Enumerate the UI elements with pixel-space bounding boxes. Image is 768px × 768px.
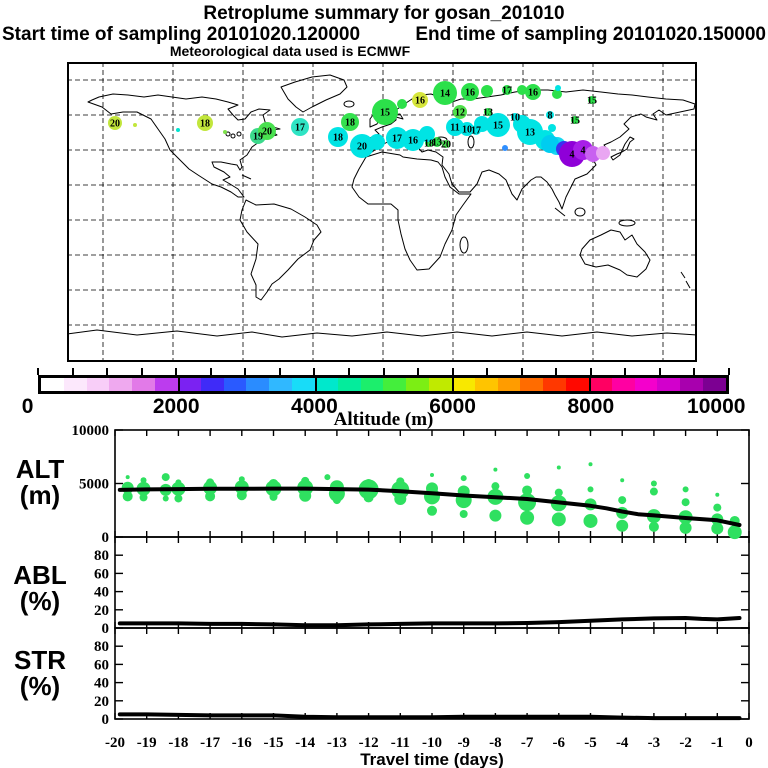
cluster-day-label: 11 <box>450 122 460 134</box>
x-tick-label: -8 <box>489 735 502 751</box>
colorbar-cell <box>429 378 452 391</box>
plume-cluster <box>133 123 137 127</box>
y-tick-label: 0 <box>101 621 109 637</box>
alt-bubbles <box>122 462 742 539</box>
colorbar-cell <box>41 378 64 391</box>
x-tick-label: -15 <box>263 735 284 751</box>
x-tick-label: -18 <box>168 735 189 751</box>
cluster-day-label: 20 <box>357 141 367 153</box>
str-panel-label: STR (%) <box>14 645 66 701</box>
x-tick-label: -16 <box>231 735 252 751</box>
colorbar-cell <box>566 378 589 391</box>
x-tick-label: -5 <box>584 735 597 751</box>
colorbar-cell <box>155 378 178 391</box>
x-tick-label: -4 <box>615 735 629 751</box>
cluster-day-label: 18 <box>424 138 434 150</box>
colorbar-tick-label: 4000 <box>291 395 338 418</box>
panel-frame-str <box>115 628 749 719</box>
colorbar-cell <box>475 378 498 391</box>
cluster-day-label: 20 <box>110 118 120 130</box>
cluster-day-label: 10 <box>462 124 472 136</box>
colorbar-cell <box>680 378 703 391</box>
colorbar-cell <box>224 378 247 391</box>
x-tick-label: 0 <box>745 735 753 751</box>
altitude-colorbar <box>21 368 746 430</box>
colorbar-cell <box>338 378 361 391</box>
cluster-day-label: 16 <box>528 87 538 99</box>
colorbar-cell <box>269 378 292 391</box>
x-tick-label: -12 <box>358 735 379 751</box>
colorbar-cell <box>132 378 155 391</box>
end-time-label: End time of sampling 20101020.150000 <box>415 24 766 45</box>
cluster-day-label: 12 <box>455 107 465 119</box>
y-tick-label: 0 <box>101 530 109 546</box>
colorbar-tick-label: 6000 <box>429 395 476 418</box>
colorbar-cell <box>703 378 726 391</box>
colorbar-boundary <box>315 378 317 391</box>
plume-cluster <box>397 99 407 109</box>
colorbar-boundary <box>178 378 180 391</box>
colorbar-cell <box>361 378 384 391</box>
plume-cluster <box>223 130 227 134</box>
cluster-day-label: 20 <box>262 126 272 138</box>
cluster-day-label: 18 <box>345 117 355 129</box>
cluster-day-label: 16 <box>408 135 418 147</box>
cluster-day-label: 8 <box>547 110 553 122</box>
plume-cluster <box>555 85 561 91</box>
x-tick-label: -17 <box>200 735 221 751</box>
cluster-day-label: 4 <box>569 149 575 161</box>
colorbar-cell <box>292 378 315 391</box>
colorbar-cell <box>315 378 338 391</box>
x-tick-label: -9 <box>457 735 470 751</box>
page-title: Retroplume summary for gosan_201010 <box>203 3 565 24</box>
cluster-day-label: 17 <box>471 125 481 137</box>
x-tick-label: -13 <box>326 735 347 751</box>
colorbar-cell <box>246 378 269 391</box>
colorbar-tick-label: 2000 <box>152 395 200 418</box>
panel-frame-abl <box>115 537 749 628</box>
start-time-label: Start time of sampling 20101020.120000 <box>2 24 361 45</box>
x-tick-label: -14 <box>295 735 316 751</box>
cluster-day-label: 15 <box>587 95 597 107</box>
colorbar-cells <box>38 375 729 394</box>
x-tick-label: -19 <box>136 735 157 751</box>
colorbar-cell <box>635 378 658 391</box>
cluster-day-label: 15 <box>570 115 580 127</box>
x-tick-label: -7 <box>520 735 534 751</box>
colorbar-cell <box>612 378 635 391</box>
alt-panel-label: ALT (m) <box>15 454 65 510</box>
plume-cluster <box>176 128 180 132</box>
cluster-day-label: 10 <box>510 112 520 124</box>
x-tick-label: -1 <box>711 735 724 751</box>
x-tick-label: -3 <box>647 735 661 751</box>
colorbar-tick-label: 0 <box>21 395 34 418</box>
cluster-day-label: 19 <box>253 131 263 143</box>
y-tick-label: 60 <box>94 566 109 583</box>
str-line <box>120 714 740 718</box>
world-map <box>67 62 697 362</box>
cluster-day-label: 13 <box>525 127 535 139</box>
colorbar-cell <box>201 378 224 391</box>
colorbar-cell <box>383 378 406 391</box>
colorbar-cell <box>64 378 87 391</box>
cluster-day-label: 18 <box>333 132 343 144</box>
colorbar-tick-label: 8000 <box>567 395 615 418</box>
x-tick-label: -2 <box>679 735 692 751</box>
y-tick-label: 60 <box>94 657 109 674</box>
x-tick-label: -10 <box>422 735 442 751</box>
colorbar-cell <box>589 378 612 391</box>
plume-cluster <box>596 146 610 160</box>
cluster-day-label: 18 <box>200 118 210 130</box>
colorbar-boundary <box>452 378 454 391</box>
y-tick-label: 10000 <box>71 424 109 439</box>
cluster-day-label: 14 <box>440 88 450 100</box>
cluster-day-label: 20 <box>441 139 451 151</box>
map-cluster-bubbles <box>108 81 610 167</box>
cluster-day-label: 17 <box>502 85 512 97</box>
colorbar-cell <box>452 378 475 391</box>
plume-cluster <box>548 124 556 132</box>
colorbar-cell <box>657 378 680 391</box>
y-tick-label: 80 <box>94 548 109 565</box>
y-tick-label: 80 <box>94 639 109 656</box>
cluster-day-label: 17 <box>392 133 402 145</box>
time-series-panels <box>0 424 768 768</box>
x-axis-title: Travel time (days) <box>360 750 504 768</box>
x-tick-label: -11 <box>390 735 410 751</box>
cluster-day-label: 13 <box>483 107 493 119</box>
world-map-panel <box>67 62 697 362</box>
y-tick-label: 20 <box>94 602 109 619</box>
colorbar-cell <box>543 378 566 391</box>
cluster-day-label: 13 <box>432 137 442 149</box>
x-tick-label: -6 <box>552 735 566 751</box>
colorbar-boundary <box>589 378 591 391</box>
y-tick-label: 0 <box>101 712 109 728</box>
plume-cluster <box>369 134 385 150</box>
colorbar-tick-label: 10000 <box>687 395 746 418</box>
cluster-day-label: 17 <box>295 122 305 134</box>
cluster-day-label: 15 <box>493 120 503 132</box>
abl-line <box>120 618 740 625</box>
y-tick-label: 40 <box>94 675 109 692</box>
colorbar-cell <box>178 378 201 391</box>
cluster-day-label: 16 <box>415 95 425 107</box>
colorbar-cell <box>520 378 543 391</box>
colorbar-cell <box>406 378 429 391</box>
colorbar-cell <box>109 378 132 391</box>
abl-panel-label: ABL (%) <box>13 560 67 616</box>
colorbar-cell <box>87 378 110 391</box>
x-tick-label: -20 <box>105 735 125 751</box>
met-data-label: Meteorological data used is ECMWF <box>169 43 411 59</box>
y-tick-label: 5000 <box>79 476 109 493</box>
plume-cluster <box>481 85 493 97</box>
y-tick-label: 40 <box>94 584 109 601</box>
colorbar-title: Altitude (m) <box>333 409 434 430</box>
colorbar-cell <box>498 378 521 391</box>
y-tick-label: 20 <box>94 693 109 710</box>
cluster-day-label: 15 <box>380 107 390 119</box>
plume-cluster <box>502 145 508 151</box>
cluster-day-label: 16 <box>465 87 475 99</box>
colorbar-ticks <box>38 368 729 375</box>
cluster-day-label: 4 <box>580 145 586 157</box>
